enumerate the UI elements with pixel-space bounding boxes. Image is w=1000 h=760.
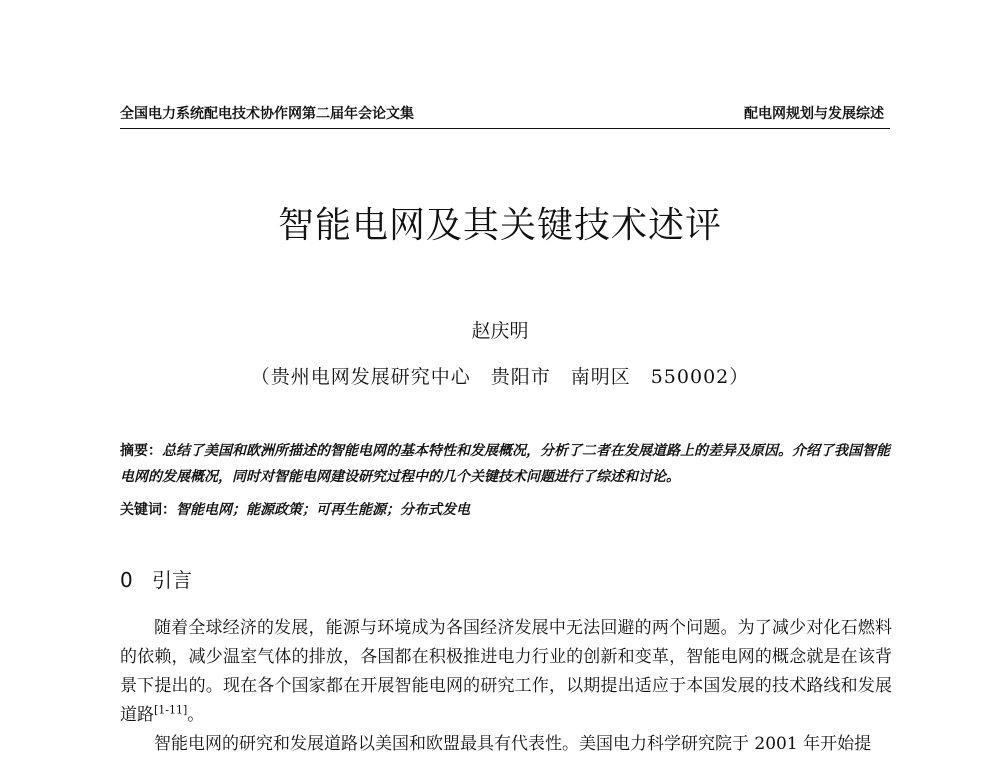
keywords-text: 智能电网；能源政策；可再生能源；分布式发电 (176, 502, 470, 518)
abstract (120, 438, 890, 490)
paper-title: 智能电网及其关键技术述评 (277, 205, 722, 246)
author-affiliation: （贵州电网发展研究中心 贵阳市 南明区 550002） (250, 366, 750, 388)
citation: [1-11] (154, 703, 188, 717)
abstract-text: 总结了美国和欧洲所描述的智能电网的基本特性和发展概况，分析了二者在发展道路上的差异及原因。介绍了我国智能电网的发展概况，同时对智能电网建设研究过程中的几个关键技术问题进行了综述和讨论。 (120, 443, 890, 485)
paragraph-1-text: 随着全球经济的发展，能源与环境成为各国经济发展中无法回避的两个问题。为了减少对化石燃料的依赖，减少温室气体的排放，各国都在积极推进电力行业的创新和变革，智能电网的概念就是在该背景下提出的。现在各个国家都在开展智能电网的研究工作，以期提出适应于本国发展的技术路线和发展道路 (120, 618, 892, 725)
author-name: 赵庆明 (471, 320, 529, 342)
abstract-label: 摘要： (120, 443, 162, 459)
running-head-left: 全国电力系统配电技术协作网第二届年会论文集 (120, 106, 414, 122)
section-title: 引言 (152, 568, 192, 592)
section-number: 0 (120, 568, 133, 592)
body-text (120, 614, 892, 759)
keywords-label: 关键词： (120, 502, 176, 518)
running-head-right: 配电网规划与发展综述 (744, 106, 884, 122)
running-head (120, 104, 890, 129)
paragraph (120, 614, 892, 730)
paragraph-1-end: 。 (187, 705, 205, 725)
paragraph-2-text: 智能电网的研究和发展道路以美国和欧盟最具有代表性。美国电力科学研究院于 2001 年开始提 (154, 734, 872, 754)
keywords (120, 498, 890, 522)
paragraph (120, 730, 892, 759)
section-heading (120, 566, 192, 594)
